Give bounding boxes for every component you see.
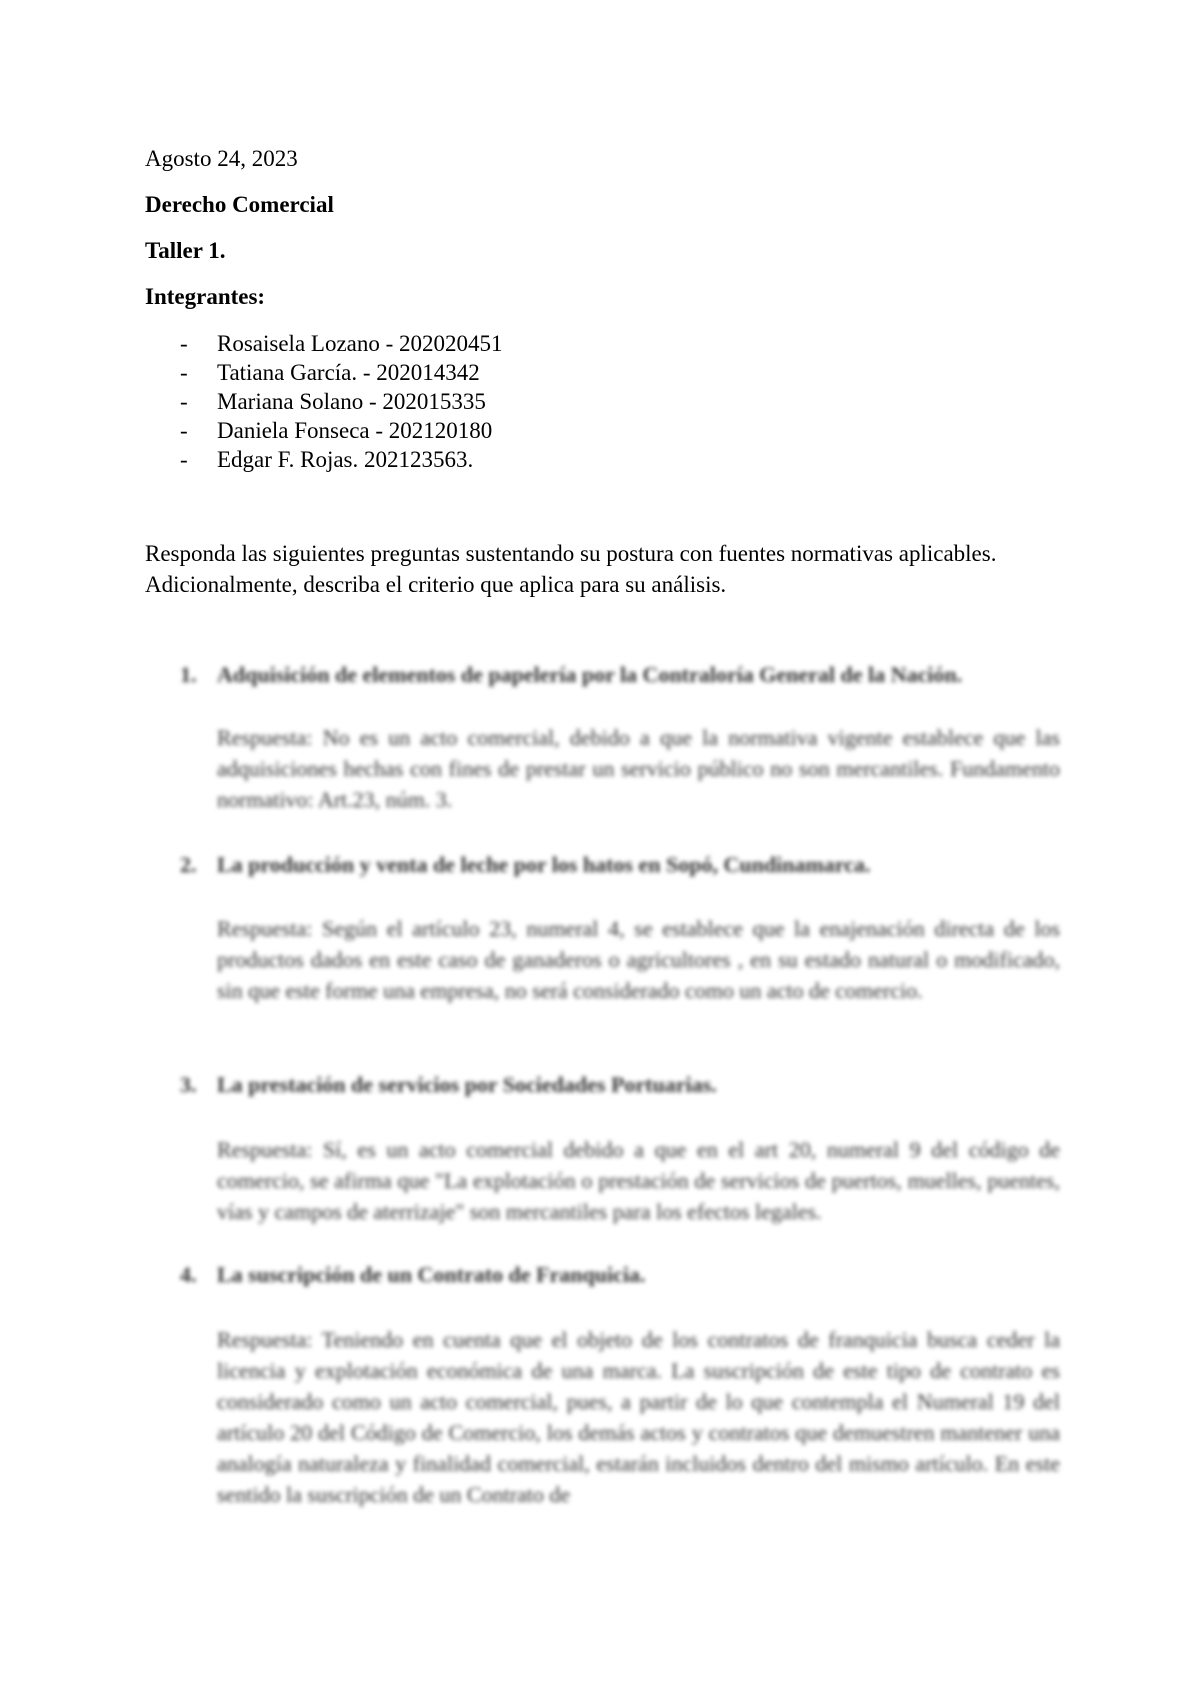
course-title: Derecho Comercial — [145, 192, 334, 217]
answer-text: Respuesta: No es un acto comercial, debido a que la normativa vigente establece que las adquisiciones hechas con fines de prestar un servicio público no son mercantiles. Fundamento normativo: Art.23, núm. 3. — [217, 725, 1060, 812]
instructions-line: Responda las siguientes preguntas sustentando su postura con fuentes normativas aplicables. — [145, 541, 997, 566]
bullet-dash: - — [180, 331, 188, 356]
question-number: 4. — [180, 1262, 197, 1287]
answer-text: Respuesta: Según el artículo 23, numeral 4, se establece que la enajenación directa de los productos dados en este caso de ganaderos o agricultores , en su estado natural o modificado, sin que este forme una empresa, no será considerado como un acto de comercio. — [217, 916, 1060, 1003]
bullet-dash: - — [180, 360, 188, 385]
question-title — [180, 850, 1060, 880]
member-item — [180, 445, 503, 474]
member-item — [180, 416, 503, 445]
document-date: Agosto 24, 2023 — [145, 146, 298, 171]
question-text: Adquisición de elementos de papelería por la Contraloría General de la Nación. — [217, 662, 963, 687]
member-name: Daniela Fonseca - 202120180 — [217, 418, 493, 443]
question-text: La prestación de servicios por Sociedades Portuarias. — [217, 1072, 717, 1097]
answer-text: Respuesta: Sí, es un acto comercial debido a que en el art 20, numeral 9 del código de comercio, se afirma que "La explotación o prestación de servicios de puertos, muelles, puentes, vías y campos de aterrizaje" son mercantiles para los efectos legales. — [217, 1137, 1060, 1224]
question-number: 3. — [180, 1072, 197, 1097]
instructions-paragraph — [145, 538, 1053, 600]
instructions-line: Adicionalmente, describa el criterio que aplica para su análisis. — [145, 572, 727, 597]
member-item — [180, 387, 503, 416]
question-text: La suscripción de un Contrato de Franquicia. — [217, 1262, 646, 1287]
member-name: Mariana Solano - 202015335 — [217, 389, 486, 414]
member-item — [180, 358, 503, 387]
member-name: Tatiana García. - 202014342 — [217, 360, 480, 385]
member-item — [180, 329, 503, 358]
assignment-title: Taller 1. — [145, 238, 226, 263]
members-list — [180, 329, 503, 474]
bullet-dash: - — [180, 389, 188, 414]
question-title — [180, 1260, 1060, 1290]
question-title — [180, 660, 1060, 690]
bullet-dash: - — [180, 447, 188, 472]
bullet-dash: - — [180, 418, 188, 443]
question-number: 2. — [180, 852, 197, 877]
question-title — [180, 1070, 1060, 1100]
question-number: 1. — [180, 662, 197, 687]
question-text: La producción y venta de leche por los hatos en Sopó, Cundinamarca. — [217, 852, 871, 877]
members-heading: Integrantes: — [145, 284, 266, 309]
member-name: Edgar F. Rojas. 202123563. — [217, 447, 474, 472]
member-name: Rosaisela Lozano - 202020451 — [217, 331, 503, 356]
answer-text: Respuesta: Teniendo en cuenta que el objeto de los contratos de franquicia busca ceder la licencia y explotación económica de una marca. La suscripción de este tipo de contrato es considerado como un acto comercial, pues, a partir de lo que contempla el Numeral 19 del artículo 20 del Código de Comercio, los demás actos y contratos que demuestren mantener una analogía naturaleza y finalidad comercial, estarán incluidos dentro del mismo artículo. En este sentido la suscripción de un Contrato de — [217, 1327, 1060, 1507]
